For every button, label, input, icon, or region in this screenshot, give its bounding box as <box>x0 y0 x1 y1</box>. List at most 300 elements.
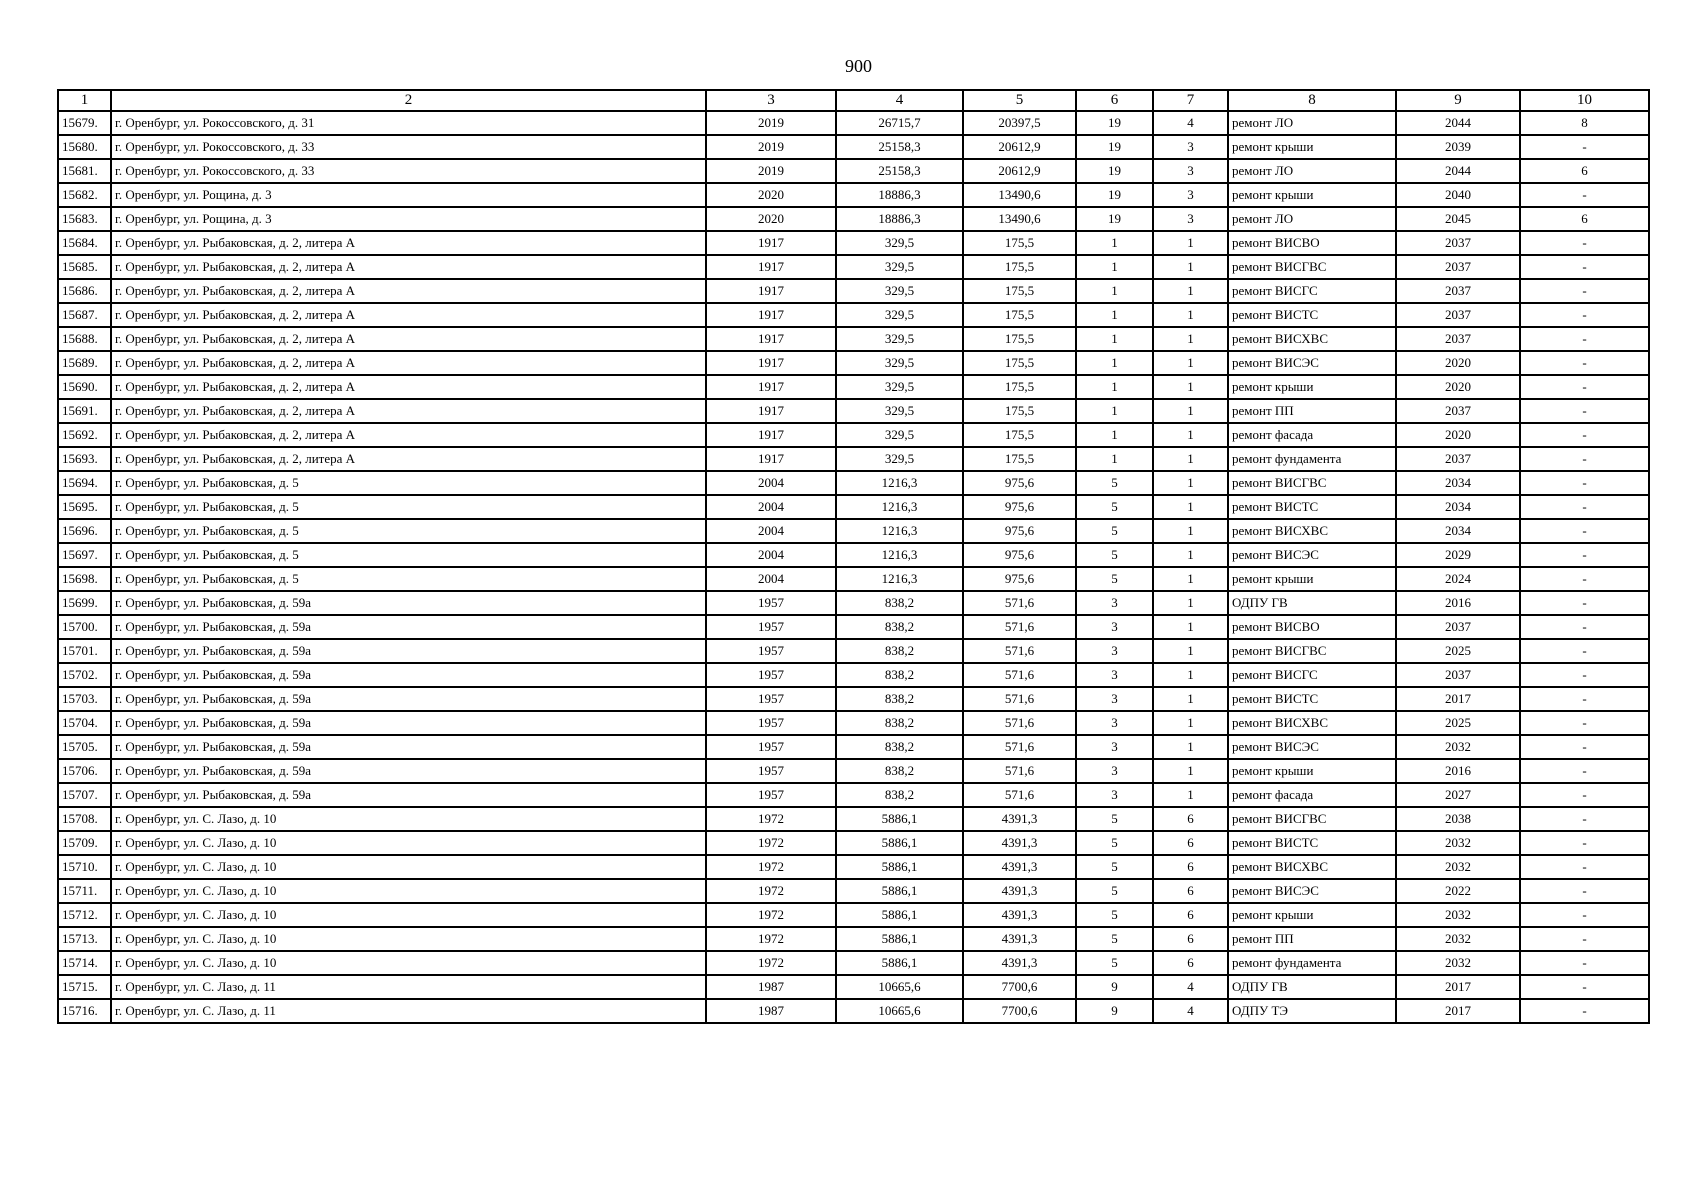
living-area-cell: 175,5 <box>963 327 1076 351</box>
total-area-cell: 329,5 <box>836 447 963 471</box>
total-area-cell: 838,2 <box>836 783 963 807</box>
column-10-cell: - <box>1520 639 1649 663</box>
planned-year-cell: 2034 <box>1396 495 1520 519</box>
column-10-cell: - <box>1520 591 1649 615</box>
year-built-cell: 1972 <box>706 903 836 927</box>
living-area-cell: 13490,6 <box>963 183 1076 207</box>
entrances-cell: 1 <box>1153 351 1228 375</box>
living-area-cell: 4391,3 <box>963 951 1076 975</box>
total-area-cell: 329,5 <box>836 231 963 255</box>
work-type-cell: ремонт ВИСТС <box>1228 831 1396 855</box>
column-10-cell: 6 <box>1520 159 1649 183</box>
table-row <box>58 375 1649 399</box>
column-10-cell: - <box>1520 423 1649 447</box>
living-area-cell: 975,6 <box>963 471 1076 495</box>
living-area-cell: 571,6 <box>963 759 1076 783</box>
work-type-cell: ремонт ВИСХВС <box>1228 711 1396 735</box>
address-cell: г. Оренбург, ул. Рыбаковская, д. 5 <box>111 543 706 567</box>
living-area-cell: 571,6 <box>963 687 1076 711</box>
row-number-cell: 15703. <box>58 687 111 711</box>
planned-year-cell: 2037 <box>1396 255 1520 279</box>
column-10-cell: - <box>1520 759 1649 783</box>
row-number-cell: 15702. <box>58 663 111 687</box>
year-built-cell: 1917 <box>706 279 836 303</box>
year-built-cell: 1917 <box>706 231 836 255</box>
address-cell: г. Оренбург, ул. С. Лазо, д. 10 <box>111 807 706 831</box>
row-number-cell: 15692. <box>58 423 111 447</box>
planned-year-cell: 2044 <box>1396 111 1520 135</box>
total-area-cell: 329,5 <box>836 279 963 303</box>
floors-cell: 1 <box>1076 279 1153 303</box>
column-10-cell: - <box>1520 231 1649 255</box>
year-built-cell: 1917 <box>706 255 836 279</box>
address-cell: г. Оренбург, ул. Рыбаковская, д. 59а <box>111 615 706 639</box>
total-area-cell: 26715,7 <box>836 111 963 135</box>
total-area-cell: 25158,3 <box>836 135 963 159</box>
planned-year-cell: 2034 <box>1396 471 1520 495</box>
row-number-cell: 15688. <box>58 327 111 351</box>
work-type-cell: ремонт ВИСГС <box>1228 663 1396 687</box>
year-built-cell: 1957 <box>706 783 836 807</box>
total-area-cell: 5886,1 <box>836 831 963 855</box>
address-cell: г. Оренбург, ул. Рокоссовского, д. 33 <box>111 159 706 183</box>
entrances-cell: 1 <box>1153 327 1228 351</box>
table-row <box>58 759 1649 783</box>
address-cell: г. Оренбург, ул. С. Лазо, д. 10 <box>111 927 706 951</box>
living-area-cell: 175,5 <box>963 399 1076 423</box>
table-row <box>58 615 1649 639</box>
total-area-cell: 838,2 <box>836 663 963 687</box>
header-cell-2: 2 <box>111 90 706 111</box>
table-row <box>58 495 1649 519</box>
work-type-cell: ремонт ЛО <box>1228 159 1396 183</box>
year-built-cell: 2019 <box>706 111 836 135</box>
entrances-cell: 1 <box>1153 783 1228 807</box>
work-type-cell: ремонт ПП <box>1228 927 1396 951</box>
address-cell: г. Оренбург, ул. С. Лазо, д. 10 <box>111 879 706 903</box>
entrances-cell: 3 <box>1153 207 1228 231</box>
entrances-cell: 1 <box>1153 711 1228 735</box>
table-row <box>58 591 1649 615</box>
row-number-cell: 15708. <box>58 807 111 831</box>
column-10-cell: - <box>1520 663 1649 687</box>
table-row <box>58 951 1649 975</box>
year-built-cell: 2019 <box>706 159 836 183</box>
floors-cell: 19 <box>1076 183 1153 207</box>
address-cell: г. Оренбург, ул. Рыбаковская, д. 2, литера А <box>111 423 706 447</box>
entrances-cell: 1 <box>1153 447 1228 471</box>
address-cell: г. Оренбург, ул. Рыбаковская, д. 2, литера А <box>111 255 706 279</box>
address-cell: г. Оренбург, ул. Рыбаковская, д. 2, литера А <box>111 279 706 303</box>
total-area-cell: 838,2 <box>836 639 963 663</box>
row-number-cell: 15706. <box>58 759 111 783</box>
work-type-cell: ремонт крыши <box>1228 375 1396 399</box>
column-10-cell: - <box>1520 687 1649 711</box>
year-built-cell: 1917 <box>706 399 836 423</box>
total-area-cell: 5886,1 <box>836 855 963 879</box>
entrances-cell: 3 <box>1153 183 1228 207</box>
column-10-cell: - <box>1520 351 1649 375</box>
work-type-cell: ОДПУ ТЭ <box>1228 999 1396 1023</box>
work-type-cell: ремонт ВИСГС <box>1228 279 1396 303</box>
living-area-cell: 175,5 <box>963 375 1076 399</box>
floors-cell: 3 <box>1076 687 1153 711</box>
column-10-cell: - <box>1520 951 1649 975</box>
work-type-cell: ремонт ВИСЭС <box>1228 351 1396 375</box>
row-number-cell: 15691. <box>58 399 111 423</box>
table-row <box>58 663 1649 687</box>
column-10-cell: - <box>1520 279 1649 303</box>
entrances-cell: 1 <box>1153 375 1228 399</box>
table-row <box>58 135 1649 159</box>
entrances-cell: 6 <box>1153 927 1228 951</box>
table-row <box>58 183 1649 207</box>
row-number-cell: 15714. <box>58 951 111 975</box>
entrances-cell: 1 <box>1153 231 1228 255</box>
address-cell: г. Оренбург, ул. Рыбаковская, д. 59а <box>111 735 706 759</box>
address-cell: г. Оренбург, ул. Рыбаковская, д. 2, литера А <box>111 303 706 327</box>
entrances-cell: 4 <box>1153 999 1228 1023</box>
row-number-cell: 15699. <box>58 591 111 615</box>
living-area-cell: 175,5 <box>963 423 1076 447</box>
floors-cell: 1 <box>1076 351 1153 375</box>
address-cell: г. Оренбург, ул. Рыбаковская, д. 2, литера А <box>111 351 706 375</box>
year-built-cell: 1972 <box>706 879 836 903</box>
planned-year-cell: 2017 <box>1396 975 1520 999</box>
table-row <box>58 999 1649 1023</box>
total-area-cell: 329,5 <box>836 303 963 327</box>
entrances-cell: 1 <box>1153 423 1228 447</box>
floors-cell: 9 <box>1076 975 1153 999</box>
planned-year-cell: 2016 <box>1396 759 1520 783</box>
column-10-cell: - <box>1520 399 1649 423</box>
column-10-cell: - <box>1520 855 1649 879</box>
total-area-cell: 10665,6 <box>836 975 963 999</box>
living-area-cell: 7700,6 <box>963 975 1076 999</box>
row-number-cell: 15701. <box>58 639 111 663</box>
table-row <box>58 687 1649 711</box>
planned-year-cell: 2038 <box>1396 807 1520 831</box>
planned-year-cell: 2045 <box>1396 207 1520 231</box>
floors-cell: 5 <box>1076 855 1153 879</box>
year-built-cell: 2004 <box>706 519 836 543</box>
entrances-cell: 1 <box>1153 687 1228 711</box>
total-area-cell: 18886,3 <box>836 183 963 207</box>
table-row <box>58 255 1649 279</box>
year-built-cell: 2020 <box>706 183 836 207</box>
living-area-cell: 4391,3 <box>963 879 1076 903</box>
year-built-cell: 2004 <box>706 471 836 495</box>
floors-cell: 5 <box>1076 519 1153 543</box>
row-number-cell: 15682. <box>58 183 111 207</box>
row-number-cell: 15689. <box>58 351 111 375</box>
entrances-cell: 1 <box>1153 567 1228 591</box>
work-type-cell: ремонт ВИСТС <box>1228 303 1396 327</box>
header-cell-6: 6 <box>1076 90 1153 111</box>
column-10-cell: - <box>1520 135 1649 159</box>
row-number-cell: 15694. <box>58 471 111 495</box>
work-type-cell: ремонт фундамента <box>1228 447 1396 471</box>
work-type-cell: ОДПУ ГВ <box>1228 975 1396 999</box>
year-built-cell: 2004 <box>706 543 836 567</box>
entrances-cell: 1 <box>1153 615 1228 639</box>
table-body <box>58 90 1649 1023</box>
address-cell: г. Оренбург, ул. Рыбаковская, д. 2, литера А <box>111 399 706 423</box>
planned-year-cell: 2032 <box>1396 831 1520 855</box>
work-type-cell: ремонт ВИСЭС <box>1228 735 1396 759</box>
table-row <box>58 231 1649 255</box>
header-cell-3: 3 <box>706 90 836 111</box>
planned-year-cell: 2017 <box>1396 999 1520 1023</box>
living-area-cell: 13490,6 <box>963 207 1076 231</box>
address-cell: г. Оренбург, ул. Рыбаковская, д. 59а <box>111 783 706 807</box>
total-area-cell: 1216,3 <box>836 543 963 567</box>
entrances-cell: 1 <box>1153 519 1228 543</box>
row-number-cell: 15707. <box>58 783 111 807</box>
address-cell: г. Оренбург, ул. Рыбаковская, д. 59а <box>111 663 706 687</box>
address-cell: г. Оренбург, ул. Рыбаковская, д. 2, литера А <box>111 231 706 255</box>
living-area-cell: 975,6 <box>963 519 1076 543</box>
floors-cell: 19 <box>1076 111 1153 135</box>
register-table <box>57 89 1650 1024</box>
column-10-cell: - <box>1520 255 1649 279</box>
floors-cell: 1 <box>1076 447 1153 471</box>
column-10-cell: - <box>1520 183 1649 207</box>
row-number-cell: 15685. <box>58 255 111 279</box>
planned-year-cell: 2022 <box>1396 879 1520 903</box>
planned-year-cell: 2039 <box>1396 135 1520 159</box>
floors-cell: 1 <box>1076 423 1153 447</box>
year-built-cell: 1987 <box>706 975 836 999</box>
entrances-cell: 1 <box>1153 591 1228 615</box>
entrances-cell: 1 <box>1153 735 1228 759</box>
entrances-cell: 1 <box>1153 759 1228 783</box>
address-cell: г. Оренбург, ул. Рыбаковская, д. 5 <box>111 471 706 495</box>
work-type-cell: ремонт крыши <box>1228 903 1396 927</box>
table-row <box>58 279 1649 303</box>
column-10-cell: - <box>1520 327 1649 351</box>
planned-year-cell: 2037 <box>1396 399 1520 423</box>
row-number-cell: 15684. <box>58 231 111 255</box>
column-10-cell: - <box>1520 519 1649 543</box>
entrances-cell: 6 <box>1153 855 1228 879</box>
living-area-cell: 20612,9 <box>963 135 1076 159</box>
living-area-cell: 175,5 <box>963 255 1076 279</box>
planned-year-cell: 2044 <box>1396 159 1520 183</box>
floors-cell: 5 <box>1076 903 1153 927</box>
column-10-cell: - <box>1520 927 1649 951</box>
address-cell: г. Оренбург, ул. Рощина, д. 3 <box>111 207 706 231</box>
floors-cell: 5 <box>1076 927 1153 951</box>
table-row <box>58 831 1649 855</box>
total-area-cell: 329,5 <box>836 375 963 399</box>
header-cell-4: 4 <box>836 90 963 111</box>
table-row <box>58 735 1649 759</box>
planned-year-cell: 2037 <box>1396 447 1520 471</box>
planned-year-cell: 2016 <box>1396 591 1520 615</box>
floors-cell: 19 <box>1076 159 1153 183</box>
work-type-cell: ремонт крыши <box>1228 567 1396 591</box>
table-row <box>58 543 1649 567</box>
year-built-cell: 2020 <box>706 207 836 231</box>
total-area-cell: 5886,1 <box>836 903 963 927</box>
floors-cell: 5 <box>1076 471 1153 495</box>
living-area-cell: 4391,3 <box>963 855 1076 879</box>
column-10-cell: - <box>1520 303 1649 327</box>
entrances-cell: 1 <box>1153 303 1228 327</box>
planned-year-cell: 2029 <box>1396 543 1520 567</box>
column-10-cell: - <box>1520 375 1649 399</box>
entrances-cell: 6 <box>1153 807 1228 831</box>
row-number-cell: 15690. <box>58 375 111 399</box>
address-cell: г. Оренбург, ул. Рыбаковская, д. 2, литера А <box>111 327 706 351</box>
year-built-cell: 2004 <box>706 567 836 591</box>
work-type-cell: ремонт ВИСХВС <box>1228 519 1396 543</box>
planned-year-cell: 2040 <box>1396 183 1520 207</box>
row-number-cell: 15705. <box>58 735 111 759</box>
year-built-cell: 1972 <box>706 855 836 879</box>
work-type-cell: ремонт ВИСВО <box>1228 231 1396 255</box>
entrances-cell: 1 <box>1153 399 1228 423</box>
column-10-cell: - <box>1520 999 1649 1023</box>
year-built-cell: 1957 <box>706 711 836 735</box>
living-area-cell: 571,6 <box>963 663 1076 687</box>
planned-year-cell: 2032 <box>1396 735 1520 759</box>
work-type-cell: ремонт фасада <box>1228 783 1396 807</box>
year-built-cell: 1957 <box>706 591 836 615</box>
address-cell: г. Оренбург, ул. Рыбаковская, д. 2, литера А <box>111 375 706 399</box>
work-type-cell: ремонт ВИСХВС <box>1228 855 1396 879</box>
table-row <box>58 639 1649 663</box>
total-area-cell: 329,5 <box>836 351 963 375</box>
total-area-cell: 5886,1 <box>836 807 963 831</box>
row-number-cell: 15683. <box>58 207 111 231</box>
table-row <box>58 927 1649 951</box>
entrances-cell: 6 <box>1153 903 1228 927</box>
work-type-cell: ремонт крыши <box>1228 759 1396 783</box>
planned-year-cell: 2025 <box>1396 639 1520 663</box>
column-10-cell: - <box>1520 783 1649 807</box>
living-area-cell: 4391,3 <box>963 927 1076 951</box>
floors-cell: 3 <box>1076 783 1153 807</box>
row-number-cell: 15711. <box>58 879 111 903</box>
column-10-cell: 8 <box>1520 111 1649 135</box>
address-cell: г. Оренбург, ул. Рыбаковская, д. 59а <box>111 711 706 735</box>
living-area-cell: 571,6 <box>963 639 1076 663</box>
planned-year-cell: 2020 <box>1396 375 1520 399</box>
table-row <box>58 327 1649 351</box>
entrances-cell: 6 <box>1153 879 1228 903</box>
total-area-cell: 329,5 <box>836 255 963 279</box>
year-built-cell: 1957 <box>706 663 836 687</box>
table-row <box>58 159 1649 183</box>
entrances-cell: 6 <box>1153 951 1228 975</box>
year-built-cell: 1917 <box>706 423 836 447</box>
table-row <box>58 783 1649 807</box>
work-type-cell: ремонт ВИСТС <box>1228 495 1396 519</box>
living-area-cell: 20397,5 <box>963 111 1076 135</box>
planned-year-cell: 2037 <box>1396 303 1520 327</box>
year-built-cell: 1957 <box>706 735 836 759</box>
table-row <box>58 711 1649 735</box>
entrances-cell: 1 <box>1153 255 1228 279</box>
row-number-cell: 15679. <box>58 111 111 135</box>
year-built-cell: 1987 <box>706 999 836 1023</box>
total-area-cell: 838,2 <box>836 591 963 615</box>
column-10-cell: - <box>1520 615 1649 639</box>
address-cell: г. Оренбург, ул. Рыбаковская, д. 59а <box>111 759 706 783</box>
table-row <box>58 303 1649 327</box>
planned-year-cell: 2027 <box>1396 783 1520 807</box>
total-area-cell: 1216,3 <box>836 567 963 591</box>
work-type-cell: ремонт ВИСЭС <box>1228 879 1396 903</box>
floors-cell: 19 <box>1076 207 1153 231</box>
entrances-cell: 1 <box>1153 639 1228 663</box>
floors-cell: 3 <box>1076 591 1153 615</box>
year-built-cell: 1957 <box>706 759 836 783</box>
row-number-cell: 15709. <box>58 831 111 855</box>
header-cell-9: 9 <box>1396 90 1520 111</box>
address-cell: г. Оренбург, ул. Рыбаковская, д. 59а <box>111 591 706 615</box>
living-area-cell: 571,6 <box>963 615 1076 639</box>
total-area-cell: 10665,6 <box>836 999 963 1023</box>
planned-year-cell: 2032 <box>1396 903 1520 927</box>
table-row <box>58 423 1649 447</box>
work-type-cell: ремонт ВИСГВС <box>1228 255 1396 279</box>
planned-year-cell: 2037 <box>1396 231 1520 255</box>
work-type-cell: ремонт ВИСХВС <box>1228 327 1396 351</box>
planned-year-cell: 2020 <box>1396 423 1520 447</box>
row-number-cell: 15697. <box>58 543 111 567</box>
work-type-cell: ремонт ВИСТС <box>1228 687 1396 711</box>
entrances-cell: 1 <box>1153 543 1228 567</box>
entrances-cell: 1 <box>1153 279 1228 303</box>
table-row <box>58 111 1649 135</box>
floors-cell: 5 <box>1076 567 1153 591</box>
total-area-cell: 5886,1 <box>836 927 963 951</box>
address-cell: г. Оренбург, ул. Рыбаковская, д. 59а <box>111 639 706 663</box>
column-10-cell: - <box>1520 831 1649 855</box>
planned-year-cell: 2017 <box>1396 687 1520 711</box>
column-10-cell: - <box>1520 975 1649 999</box>
work-type-cell: ремонт ВИСГВС <box>1228 807 1396 831</box>
planned-year-cell: 2037 <box>1396 279 1520 303</box>
table-row <box>58 519 1649 543</box>
entrances-cell: 1 <box>1153 495 1228 519</box>
floors-cell: 1 <box>1076 231 1153 255</box>
total-area-cell: 1216,3 <box>836 495 963 519</box>
living-area-cell: 4391,3 <box>963 903 1076 927</box>
entrances-cell: 6 <box>1153 831 1228 855</box>
address-cell: г. Оренбург, ул. С. Лазо, д. 10 <box>111 831 706 855</box>
column-10-cell: - <box>1520 735 1649 759</box>
work-type-cell: ремонт ВИСГВС <box>1228 471 1396 495</box>
year-built-cell: 2019 <box>706 135 836 159</box>
year-built-cell: 1917 <box>706 375 836 399</box>
living-area-cell: 4391,3 <box>963 831 1076 855</box>
year-built-cell: 1957 <box>706 639 836 663</box>
total-area-cell: 5886,1 <box>836 951 963 975</box>
header-cell-8: 8 <box>1228 90 1396 111</box>
planned-year-cell: 2037 <box>1396 663 1520 687</box>
row-number-cell: 15712. <box>58 903 111 927</box>
table-row <box>58 471 1649 495</box>
year-built-cell: 2004 <box>706 495 836 519</box>
living-area-cell: 175,5 <box>963 447 1076 471</box>
column-10-cell: - <box>1520 471 1649 495</box>
living-area-cell: 571,6 <box>963 591 1076 615</box>
address-cell: г. Оренбург, ул. Рыбаковская, д. 2, литера А <box>111 447 706 471</box>
